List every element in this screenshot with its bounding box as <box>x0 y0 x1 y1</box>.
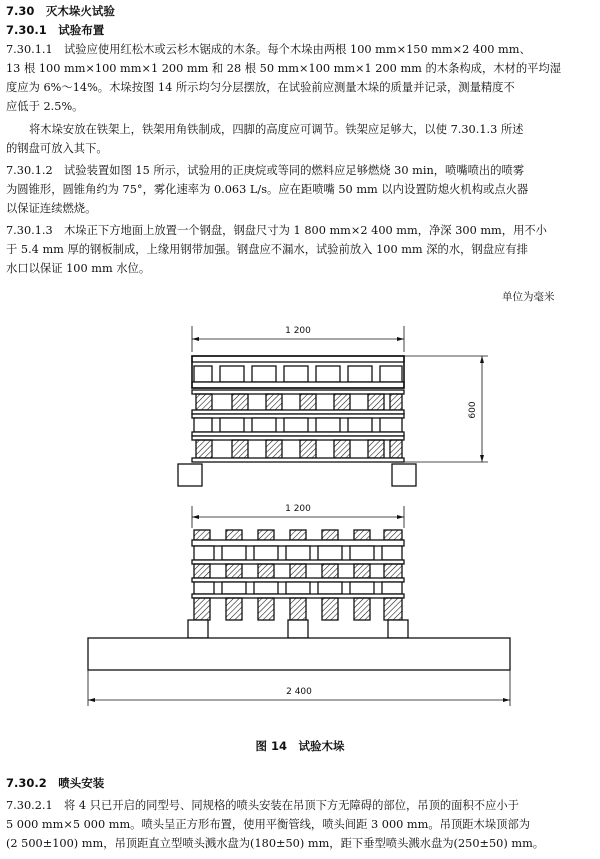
paragraph-line: 7.30.2.1 将 4 只已开启的同型号、同规格的喷头安装在吊顶下方无障碍的部位，吊顶的面积不应小于 <box>6 799 519 812</box>
stick-row <box>194 366 402 382</box>
unit-note: 单位为毫米 <box>502 291 555 303</box>
hatched-row <box>192 560 404 582</box>
support-foot <box>392 464 416 486</box>
paragraph-line: 13 根 100 mm×100 mm×1 200 mm 和 28 根 50 mm×100 mm×1 200 mm 的木条构成，木材的平均湿 <box>6 62 562 75</box>
front-view <box>88 504 510 706</box>
subsection-heading-1: 7.30.1 试验布置 <box>6 23 105 37</box>
support-foot <box>288 620 308 638</box>
paragraph-line: 水口以保证 100 mm 水位。 <box>6 262 151 275</box>
stick-long <box>192 382 404 388</box>
paragraph-line: 将木垛安放在铁架上，铁架用角铁制成，四脚的高度应可调节。铁架应足够大，以使 7.30.1.3 所述 <box>29 123 524 136</box>
paragraph-line: 7.30.1.3 木垛正下方地面上放置一个钢盘，钢盘尺寸为 1 800 mm×2 400 mm，净深 300 mm，用不小 <box>6 224 547 237</box>
stick-long <box>192 356 404 362</box>
hatched-row <box>192 530 404 546</box>
section-heading: 7.30 灭木垛火试验 <box>6 4 115 18</box>
dim-pan-width: 2 400 <box>286 687 312 697</box>
paragraph-line: 以保证连续燃烧。 <box>6 202 97 215</box>
dim-front-width: 1 200 <box>285 504 311 514</box>
stick-row <box>192 582 404 598</box>
paragraph-line: 应低于 2.5%。 <box>6 100 84 113</box>
paragraph-line: 为圆锥形，圆锥角约为 75°，雾化速率为 0.063 L/s。应在距喷嘴 50 mm 以内设置防熄火机构或点火器 <box>6 183 529 196</box>
subsection-heading-2: 7.30.2 喷头安装 <box>6 776 105 790</box>
paragraph-line: 5 000 mm×5 000 mm。喷头呈正方形布置，使用平衡管线，喷头间距 3 000 mm。吊顶距木垛顶部为 <box>6 818 531 831</box>
paragraph-line: 的钢盘可放入其下。 <box>6 142 108 155</box>
support-foot <box>188 620 208 638</box>
hatched-row <box>192 390 404 414</box>
hatched-row <box>194 598 402 620</box>
support-foot <box>388 620 408 638</box>
paragraph-line: (2 500±100) mm，吊顶距直立型喷头溅水盘为(180±50) mm，距下垂型喷头溅水盘为(250±50) mm。 <box>6 837 545 850</box>
hatched-row <box>192 436 404 462</box>
dim-height: 600 <box>468 401 478 419</box>
paragraph-line: 度应为 6%～14%。木垛按图 14 所示均匀分层摆放，在试验前应测量木垛的质量并记录，测量精度不 <box>6 81 515 94</box>
paragraph-line: 7.30.1.1 试验应使用红松木或云杉木锯成的木条。每个木垛由两根 100 mm×150 mm×2 400 mm、 <box>6 43 531 56</box>
steel-pan <box>88 638 510 670</box>
figure-caption: 图 14 试验木垛 <box>255 739 345 753</box>
support-foot <box>178 464 202 486</box>
side-view <box>178 326 488 486</box>
dim-top-width: 1 200 <box>285 326 311 336</box>
paragraph-line: 7.30.1.2 试验装置如图 15 所示，试验用的正庚烷或等同的燃料应足够燃烧 30 min，喷嘴喷出的喷雾 <box>6 164 525 177</box>
stick-row <box>194 546 402 560</box>
paragraph-line: 于 5.4 mm 厚的钢板制成，上缘用钢带加强。钢盘应不漏水，试验前放入 100 mm 深的水，钢盘应有排 <box>6 243 528 256</box>
stick-row <box>192 414 404 436</box>
